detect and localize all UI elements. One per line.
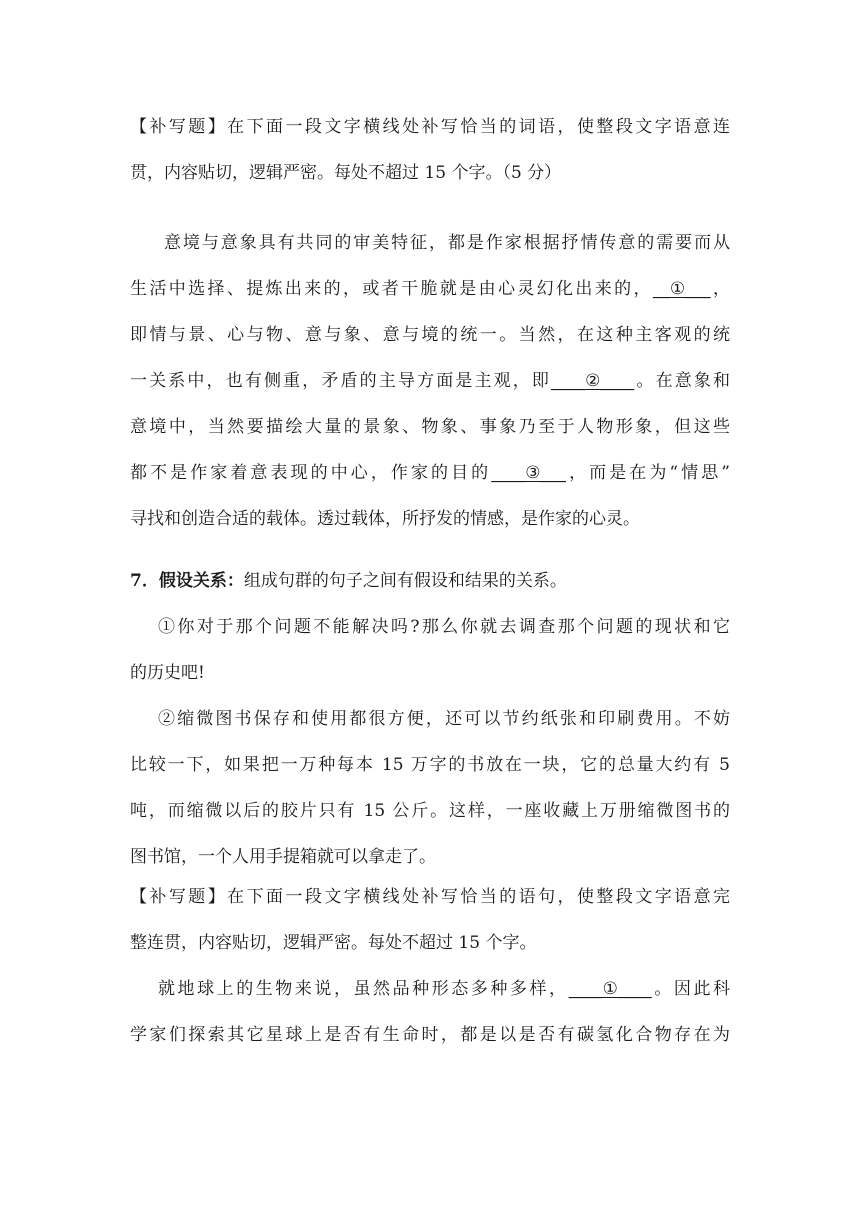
passage-1-line-2	[130, 266, 730, 312]
question-2	[130, 874, 730, 966]
fill-blank-3[interactable]: ____③___	[491, 463, 566, 483]
fill-blank-1[interactable]: __①___	[652, 279, 711, 299]
passage-1-text: ，而是在为“情思”	[566, 463, 731, 483]
example-1-line-1: ①你对于那个问题不能解决吗?那么你就去调查那个问题的现状和它	[158, 617, 730, 637]
question-2-line-1: 【补写题】在下面一段文字横线处补写恰当的语句，使整段文字语意完	[130, 887, 730, 907]
passage-2-line-1	[130, 966, 730, 1012]
example-2-line-3: 吨，而缩微以后的胶片只有 15 公斤。这样，一座收藏上万册缩微图书的	[130, 801, 730, 821]
example-2-line-1: ②缩微图书保存和使用都很方便，还可以节约纸张和印刷费用。不妨	[158, 709, 730, 729]
example-1	[130, 604, 730, 696]
passage-1-line-6	[130, 450, 730, 496]
passage-1-line-7: 寻找和创造合适的载体。透过载体，所抒发的情感，是作家的心灵。	[130, 509, 640, 529]
passage-2-text: 就地球上的生物来说，虽然品种形态多种多样，	[158, 979, 569, 999]
passage-1-line-5: 意境中，当然要描绘大量的景象、物象、事象乃至于人物形象，但这些	[130, 417, 730, 437]
passage-2-line-2: 学家们探索其它星球上是否有生命时，都是以是否有碳氢化合物存在为	[130, 1025, 730, 1045]
example-1-line-2: 的历史吧!	[130, 663, 205, 683]
passage-1-text: 都不是作家着意表现的中心，作家的目的	[130, 463, 492, 483]
question-2-line-2: 整连贯，内容贴切，逻辑严密。每处不超过 15 个字。	[130, 933, 537, 953]
section-7-line	[130, 558, 730, 604]
passage-1-text: 。在意象和	[634, 371, 731, 391]
question-1	[130, 104, 730, 196]
passage-2-text: 。因此科	[651, 979, 731, 999]
question-1-line-1: 【补写题】在下面一段文字横线处补写恰当的词语，使整段文字语意连	[130, 117, 730, 137]
example-2-line-4: 图书馆，一个人用手提箱就可以拿走了。	[130, 847, 436, 867]
passage-1	[130, 220, 730, 542]
question-1-line-2: 贯，内容贴切，逻辑严密。每处不超过 15 个字。（5 分）	[130, 163, 562, 183]
passage-1-line-1: 意境与意象具有共同的审美特征，都是作家根据抒情传意的需要而从	[164, 233, 730, 253]
fill-blank-2[interactable]: ____②____	[551, 371, 635, 391]
passage-1-text: 生活中选择、提炼出来的，或者干脆就是由心灵幻化出来的，	[130, 279, 653, 299]
passage-1-line-4	[130, 358, 730, 404]
section-7-text: 组成句群的句子之间有假设和结果的关系。	[243, 571, 567, 591]
section-7-heading: 7．假设关系：	[130, 571, 244, 591]
passage-1-line-3: 即情与景、心与物、意与象、意与境的统一。当然，在这种主客观的统	[130, 325, 730, 345]
fill-blank-4[interactable]: ____①____	[568, 979, 652, 999]
example-2	[130, 696, 730, 880]
example-2-line-2: 比较一下，如果把一万种每本 15 万字的书放在一块，它的总量大约有 5	[130, 755, 730, 775]
section-7	[130, 558, 730, 604]
passage-1-text: ，	[710, 279, 731, 299]
passage-2	[130, 966, 730, 1058]
passage-1-text: 一关系中，也有侧重，矛盾的主导方面是主观，即	[130, 371, 552, 391]
